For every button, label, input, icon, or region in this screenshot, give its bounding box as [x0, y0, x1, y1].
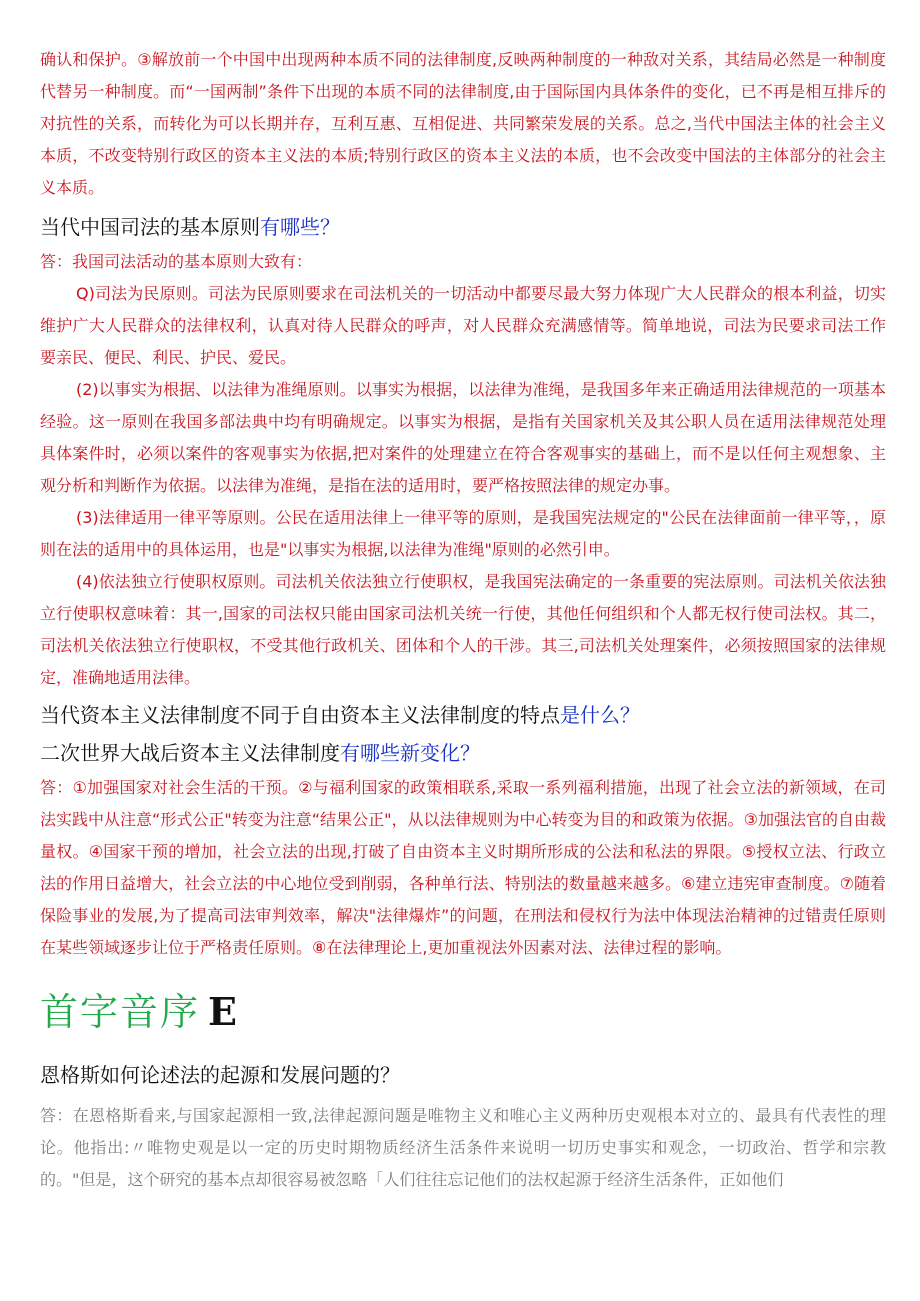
question-capitalist-features — [40, 696, 886, 734]
section-title-cn: 首字音序 — [40, 990, 201, 1034]
answer-item: (2)以事实为根据、以法律为准绳原则。以事实为根据，以法律为准绳，是我国多年来正确适用法律规范的一项基本经验。这一原则在我国多部法典中均有明确规定。以事实为根据，是指有关国家机关及其公职人员在适用法律规范处理具体案件时，必须以案件的客观事实为依据,把对案件的处理建立在符合客观事实的基础上，而不是以任何主观想象、主观分析和判断作为依据。以法律为准绳，是指在法的适用时，要严格按照法律的规定办事。 — [40, 380, 886, 495]
answer-item: (4)依法独立行使职权原则。司法机关依法独立行使职权，是我国宪法确定的一条重要的宪法原则。司法机关依法独立行使职权意味着：其一,国家的司法权只能由国家司法机关统一行使，其他任何组织和个人都无权行使司法权。其二，司法机关依法独立行使职权，不受其他行政机关、团体和个人的干涉。其三,司法机关处理案件，必须按照国家的法律规定，准确地适用法律。 — [40, 572, 886, 687]
answer-postwar: 答：①加强国家对社会生活的干预。②与福利国家的政策相联系,采取一系列福利措施，出现了社会立法的新领域，在司法实践中从注意“形式公正"转变为注意“结果公正"，从以法律规则为中心转变为目的和政策为依据。③加强法官的自由裁量权。④国家干预的增加，社会立法的出现,打破了自由资本主义时期所形成的公法和私法的界限。⑤授权立法、行政立法的作用日益增大，社会立法的中心地位受到削弱，各种单行法、特别法的数量越来越多。⑥建立违宪审查制度。⑦随着保险事业的发展,为了提高司法审判效率，解决"法律爆炸”的问题，在刑法和侵权行为法中体现法治精神的过错责任原则在某些领域逐步让位于严格责任原则。⑧在法律理论上,更加重视法外因素对法、法律过程的影响。 — [40, 778, 886, 957]
question-text: 二次世界大战后资本主义法律制度 — [40, 741, 340, 765]
question-highlight: 是什么？ — [560, 703, 640, 727]
answer-intro: 答：我国司法活动的基本原则大致有： — [40, 252, 313, 271]
section-heading — [40, 976, 886, 1048]
question-judicial-principles — [40, 208, 886, 246]
document-page — [40, 44, 886, 1196]
question-postwar-changes — [40, 734, 886, 772]
question-text: 当代中国司法的基本原则 — [40, 215, 260, 239]
question-engels: 恩格斯如何论述法的起源和发展问题的？ — [40, 1063, 400, 1087]
section-title-letter: E — [208, 989, 237, 1034]
question-highlight: 有哪些新变化？ — [340, 741, 480, 765]
answer-item: (3)法律适用一律平等原则。公民在适用法律上一律平等的原则，是我国宪法规定的"公民在法律面前一律平等，，原则在法的适用中的具体运用，也是"以事实为根据,以法律为准绳"原则的必然引申。 — [40, 508, 886, 559]
top-paragraph: 确认和保护。③解放前一个中国中出现两种本质不同的法律制度,反映两种制度的一种敌对关系，其结局必然是一种制度代替另一种制度。而“一国两制”条件下出现的本质不同的法律制度,由于国际国内具体条件的变化，已不再是相互排斥的对抗性的关系，而转化为可以长期并存，互利互惠、互相促进、共同繁荣发展的关系。总之,当代中国法主体的社会主义本质，不改变特别行政区的资本主义法的本质;特别行政区的资本主义法的本质，也不会改变中国法的主体部分的社会主义本质。 — [40, 50, 886, 197]
answer-item: Q)司法为民原则。司法为民原则要求在司法机关的一切活动中都要尽最大努力体现广大人民群众的根本利益，切实维护广大人民群众的法律权利，认真对待人民群众的呼声，对人民群众充满感情等。简单地说，司法为民要求司法工作要亲民、便民、利民、护民、爱民。 — [40, 284, 886, 367]
question-highlight: 有哪些？ — [260, 215, 340, 239]
question-text: 当代资本主义法律制度不同于自由资本主义法律制度的特点 — [40, 703, 560, 727]
answer-engels: 答：在恩格斯看来,与国家起源相一致,法律起源问题是唯物主义和唯心主义两种历史观根本对立的、最具有代表性的理论。他指出:〃唯物史观是以一定的历史时期物质经济生活条件来说明一切历史事实和观念，一切政治、哲学和宗教的。"但是，这个研究的基本点却很容易被忽略「人们往往忘记他们的法权起源于经济生活条件，正如他们 — [40, 1106, 886, 1189]
